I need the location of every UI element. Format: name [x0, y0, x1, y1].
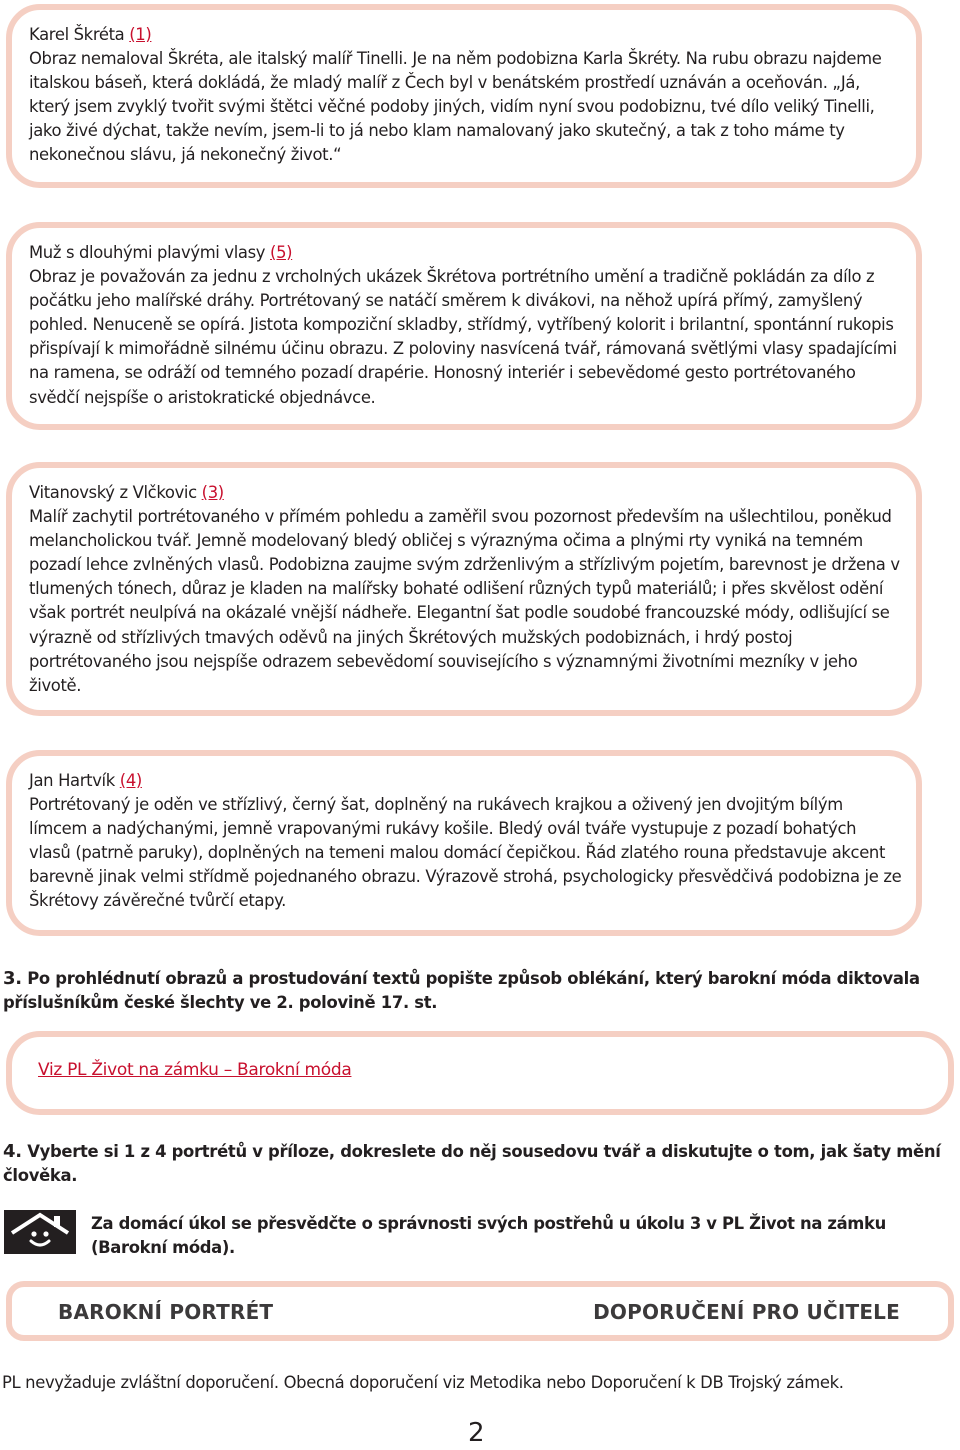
portrait-title: Jan Hartvík (4) — [29, 771, 142, 790]
portrait-box-vitanovsky — [6, 462, 922, 716]
portrait-ref-link[interactable]: (4) — [119, 771, 142, 790]
answer-box — [6, 1031, 954, 1115]
teacher-note: PL nevyžaduje zvláštní doporučení. Obecná doporučení viz Metodika nebo Doporučení k DB Trojský zámek. — [2, 1373, 844, 1392]
task-text: Po prohlédnutí obrazů a prostudování textů popište způsob oblékání, který barokní móda diktovala příslušníkům české šlechty ve 2. polovině 17. st. — [3, 969, 920, 1013]
portrait-box-skreta — [6, 4, 922, 188]
task-text: Vyberte si 1 z 4 portrétů v příloze, dokreslete do něj sousedovu tvář a diskutujte o tom, jak šaty mění člověka. — [3, 1142, 941, 1186]
page-number: 2 — [468, 1418, 485, 1448]
portrait-text: Obraz nemaloval Škréta, ale italský malíř Tinelli. Je na něm podobizna Karla Škréty. Na rubu obrazu najdeme italskou báseň, která dokládá, že mladý malíř z Čech byl v benátském prostředí uznáván a oceňován. „Já, který jsem zvyklý tvořit svými štětci věčné podoby jiných, vidím nyní svou podobiznu, tvé dílo veliký Tinelli, jako živé dýchat, takže nevím, jsem-li to já nebo klam namalovaný jako skutečný, a tak z toho máme ty nekonečnou slávu, já nekonečný život.“ — [29, 49, 882, 165]
footer-bar — [6, 1281, 954, 1341]
portrait-ref-link[interactable]: (1) — [129, 25, 152, 44]
footer-section: DOPORUČENÍ PRO UČITELE — [593, 1300, 900, 1324]
portrait-box-muz — [6, 222, 922, 430]
task-number: 3. — [3, 968, 22, 989]
task-4 — [3, 1140, 943, 1188]
task-number: 4. — [3, 1141, 22, 1162]
worksheet-link[interactable]: Viz PL Život na zámku – Barokní móda — [38, 1060, 352, 1080]
portrait-title: Karel Škréta (1) — [29, 25, 152, 44]
portrait-text: Obraz je považován za jednu z vrcholných ukázek Škrétova portrétního umění a tradičně pokládán za dílo z počátku jeho malířské dráhy. Portrétovaný se natáčí směrem k divákovi, na něhož upírá přímý, zamyšlený pohled. Nenuceně se opírá. Jistota kompoziční skladby, střídmý, vytříbený kolorit i brilantní, spontánní rukopis přispívají k mimořádně silnému účinu obrazu. Z poloviny nasvícená tvář, rámovaná světlými vlasy spadajícími na ramena, se odráží od temného pozadí drapérie. Honosný interiér i sebevědomé gesto portrétovaného svědčí nejspíše o aristokratické objednávce. — [29, 267, 897, 407]
portrait-box-hartvik — [6, 750, 922, 936]
footer-title: BAROKNÍ PORTRÉT — [58, 1300, 274, 1324]
portrait-ref-link[interactable]: (5) — [270, 243, 293, 262]
portrait-title: Vitanovský z Vlčkovic (3) — [29, 483, 224, 502]
portrait-text: Malíř zachytil portrétovaného v přímém pohledu a zaměřil svou pozornost především na ušlechtilou, poněkud melancholickou tvář. Jemně modelovaný bledý obličej s výraznýma očima a plnými rty vyniká na temném pozadí lehce zvlněných vlasů. Podobizna zaujme svým zdrženlivým a střízlivým pojetím, barevnost je držena v tlumených tónech, důraz je kladen na malířsky bohaté odlišení různých typů materiálů; i přes skvělost odění však portrét neulpívá na okázalé vnější nádheře. Elegantní šat podle soudobé francouzské módy, odlišující se výrazně od střízlivých tmavých oděvů na jiných Škrétových mužských podobiznách, i hrdý postoj portrétovaného jsou nejspíše odrazem sebevědomí souvisejícího s významnými životními mezníky v jeho životě. — [29, 507, 900, 695]
portrait-ref-link[interactable]: (3) — [201, 483, 224, 502]
home-icon — [4, 1210, 76, 1254]
homework-text: Za domácí úkol se přesvědčte o správnosti svých postřehů u úkolu 3 v PL Život na zámku (Barokní móda). — [91, 1214, 886, 1258]
portrait-text: Portrétovaný je oděn ve střízlivý, černý šat, doplněný na rukávech krajkou a oživený jen dvojitým bílým límcem a nadýchanými, jemně vrapovanými rukávy košile. Bledý ovál tváře vystupuje z pozadí bohatých vlasů (patrně paruky), doplněných na temeni malou domácí čepičkou. Řád zlatého rouna představuje akcent barevně jinak velmi střídmě pojednaného obrazu. Výrazově strohá, psychologicky přesvědčivá podobizna je ze Škrétovy závěrečné tvůrčí etapy. — [29, 795, 902, 911]
portrait-title: Muž s dlouhými plavými vlasy (5) — [29, 243, 293, 262]
task-3 — [3, 967, 943, 1015]
